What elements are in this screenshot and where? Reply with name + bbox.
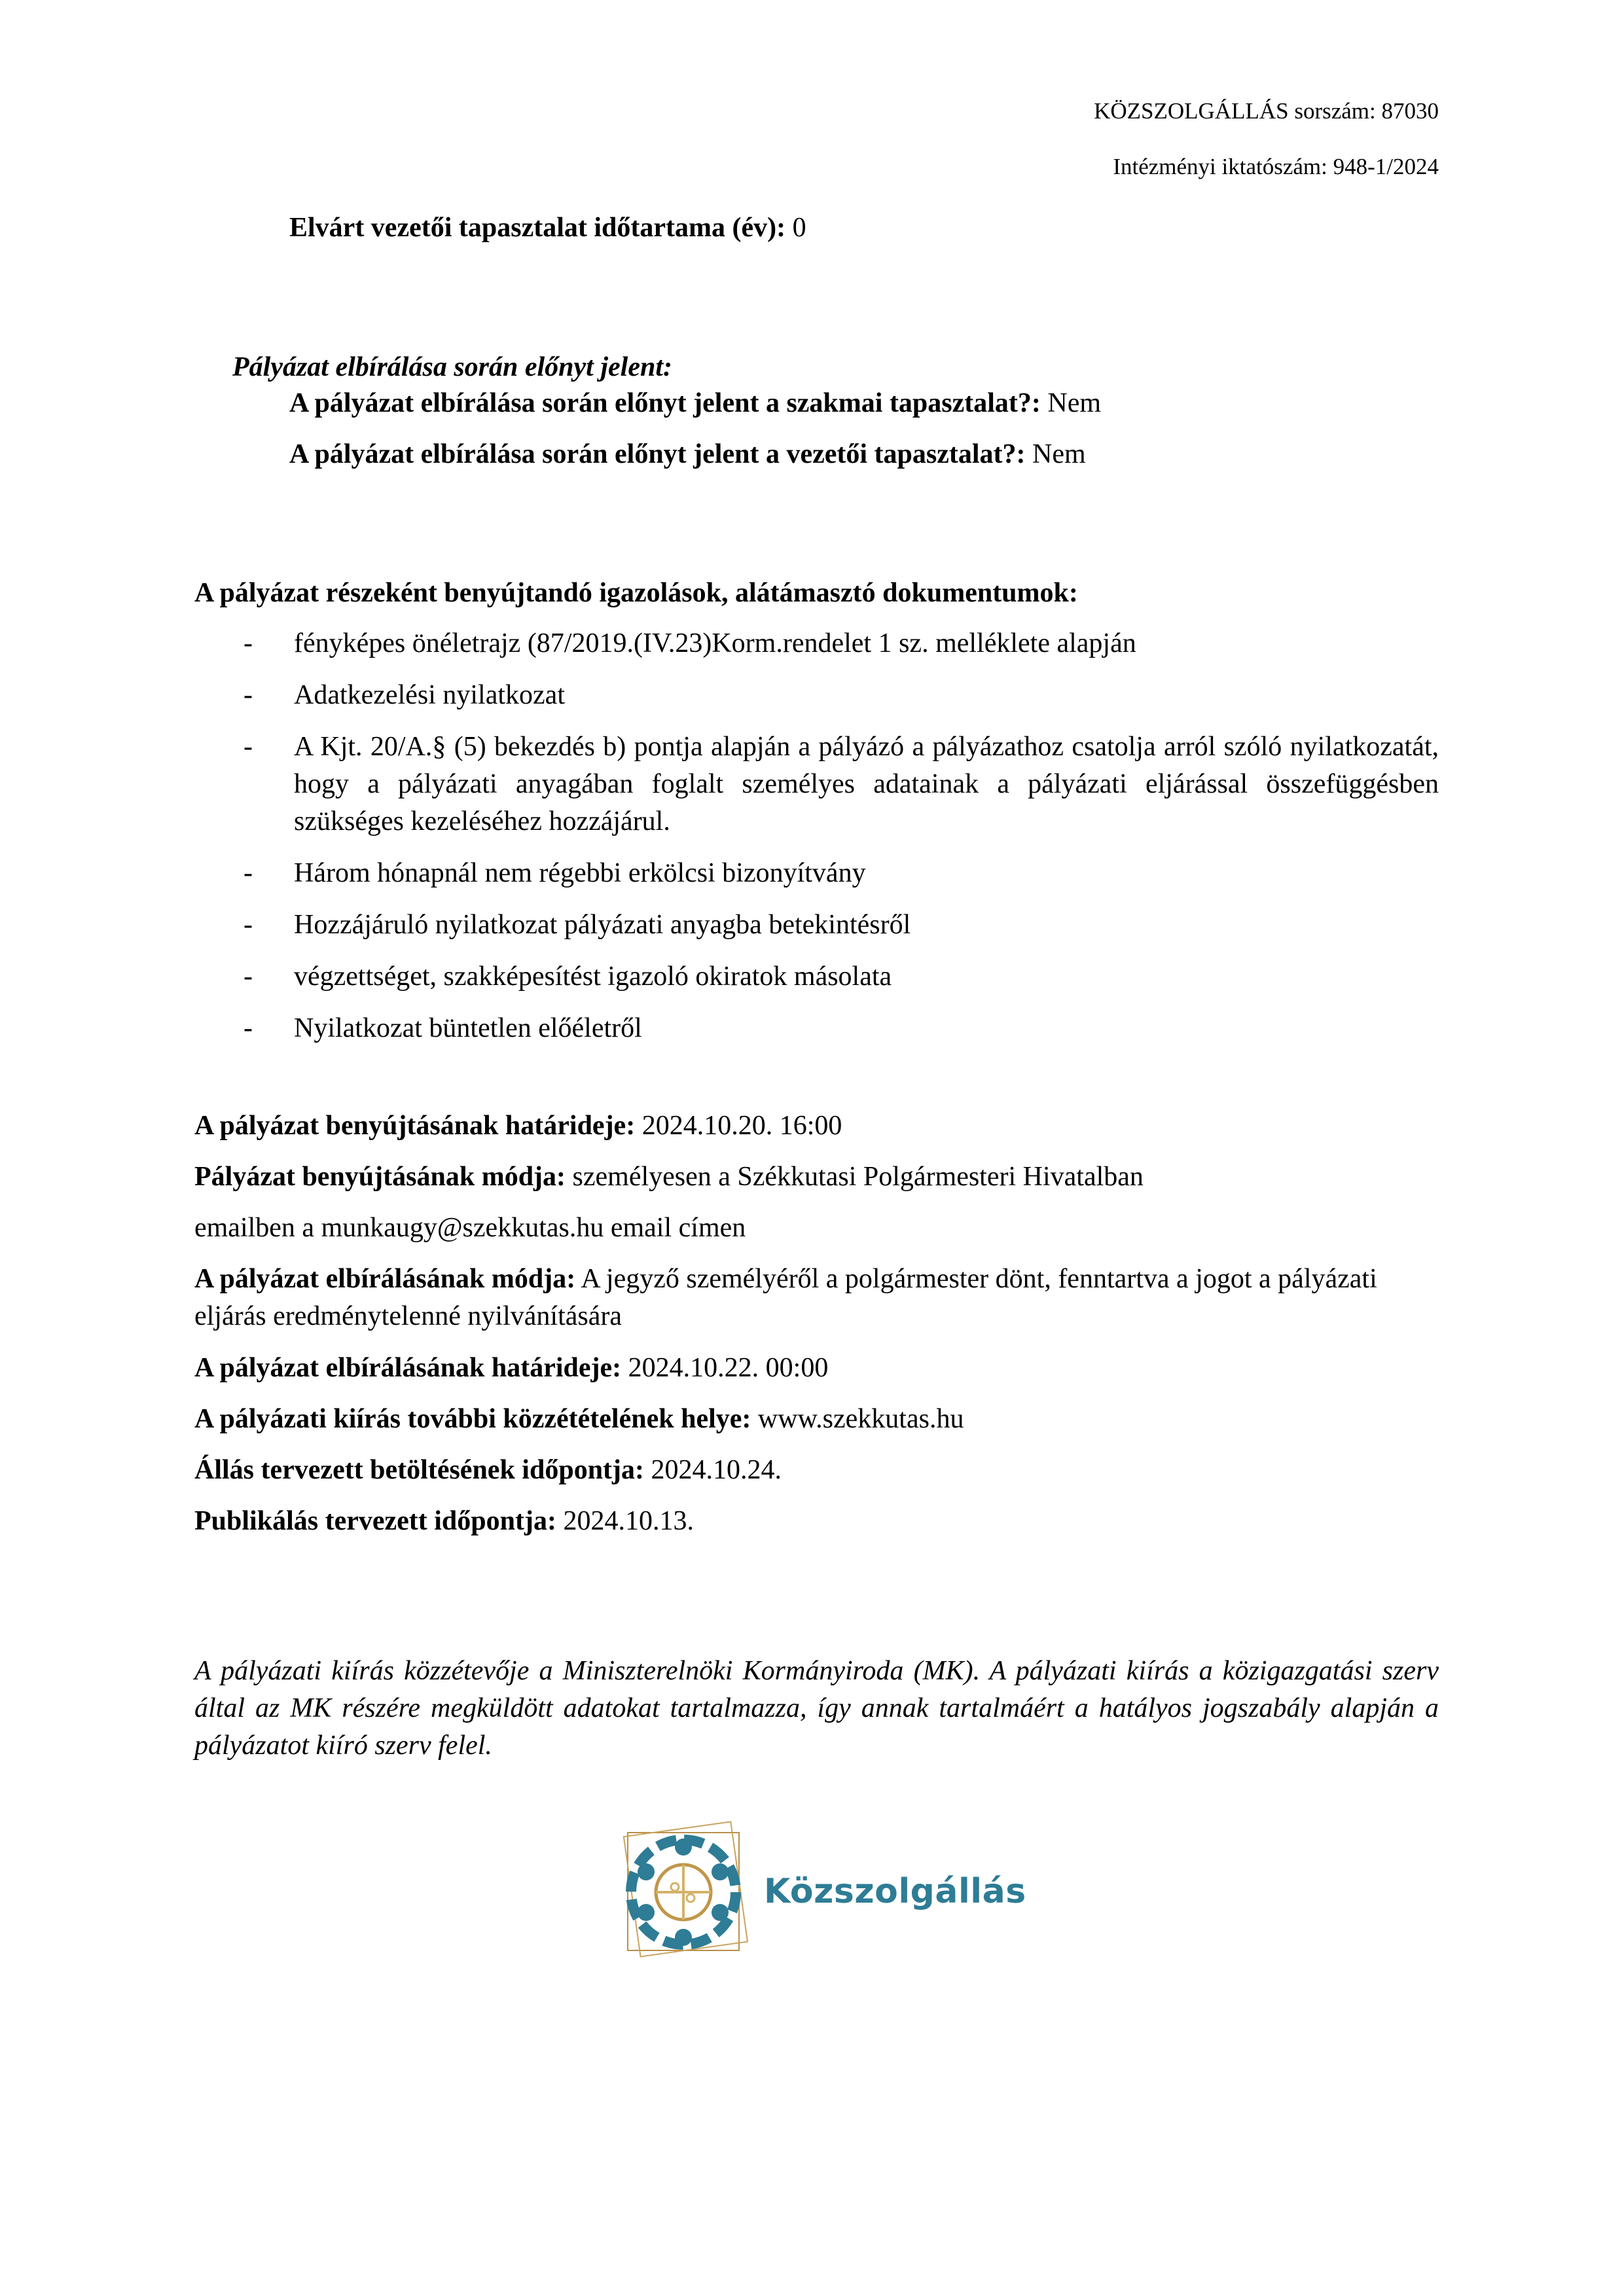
list-item [194, 728, 1439, 840]
evaluation-method-row [194, 1261, 1439, 1335]
list-item [194, 1010, 1439, 1047]
logo-wordmark: Közszolgállás [764, 1872, 1026, 1911]
evaluation-deadline-row [194, 1350, 1439, 1387]
list-item-text: Három hónapnál nem régebbi erkölcsi bizonyítvány [294, 858, 866, 888]
list-item [194, 625, 1439, 662]
bullet-dash-icon: - [244, 858, 253, 888]
documents-list [194, 625, 1439, 1062]
list-item-text: Adatkezelési nyilatkozat [294, 680, 565, 710]
advantage-value: Nem [1040, 388, 1102, 418]
planned-fill-date-label: Állás tervezett betöltésének időpontja: [194, 1455, 645, 1485]
publication-place-label: A pályázati kiírás további közzétételének helye: [194, 1404, 751, 1434]
bullet-dash-icon: - [244, 628, 253, 658]
list-item [194, 855, 1439, 892]
management-experience-label: Elvárt vezetői tapasztalat időtartama (év): [289, 213, 786, 243]
submission-method-label: Pályázat benyújtásának módja: [194, 1162, 566, 1192]
advantage-row-management [289, 437, 1086, 471]
management-experience-value: 0 [785, 213, 806, 243]
advantage-label: A pályázat elbírálása során előnyt jelent a vezetői tapasztalat?: [289, 439, 1026, 469]
publication-place-row [194, 1401, 1439, 1438]
logo-emblem-icon [620, 1820, 757, 1970]
advantage-row-professional [289, 386, 1101, 420]
bullet-dash-icon: - [244, 961, 253, 992]
list-item [194, 677, 1439, 714]
planned-publication-date-row [194, 1503, 1439, 1540]
submission-deadline-label: A pályázat benyújtásának határideje: [194, 1111, 636, 1141]
list-item [194, 906, 1439, 944]
list-item-text: Nyilatkozat büntetlen előéletről [294, 1013, 642, 1043]
publication-place-link[interactable]: www.szekkutas.hu [751, 1404, 964, 1434]
evaluation-deadline-label: A pályázat elbírálásának határideje: [194, 1353, 622, 1383]
evaluation-deadline-value: 2024.10.22. 00:00 [621, 1353, 829, 1383]
bullet-dash-icon: - [244, 732, 253, 762]
serial-number: KÖZSZOLGÁLLÁS sorszám: 87030 [1094, 98, 1439, 124]
planned-fill-date-value: 2024.10.24. [644, 1455, 782, 1485]
evaluation-method-value: A jegyző személyéről a polgármester dönt, fenntartva a jogot a pályázati eljárás eredménytelenné nyilvánítására [194, 1264, 1377, 1331]
management-experience-row [289, 211, 806, 245]
kozszolgallas-logo [620, 1820, 1026, 1970]
advantage-value: Nem [1025, 439, 1086, 469]
submission-deadline-value: 2024.10.20. 16:00 [635, 1111, 842, 1141]
list-item [194, 958, 1439, 996]
advantages-heading: Pályázat elbírálása során előnyt jelent: [232, 352, 672, 382]
list-item-text: fényképes önéletrajz (87/2019.(IV.23)Korm.rendelet 1 sz. melléklete alapján [294, 628, 1136, 658]
documents-heading: A pályázat részeként benyújtandó igazolások, alátámasztó dokumentumok: [194, 578, 1078, 608]
submission-method-row [194, 1158, 1439, 1196]
bullet-dash-icon: - [244, 680, 253, 710]
bullet-dash-icon: - [244, 910, 253, 940]
evaluation-method-label: A pályázat elbírálásának módja: [194, 1264, 576, 1294]
reference-number: Intézményi iktatószám: 948-1/2024 [1113, 154, 1439, 179]
planned-fill-date-row [194, 1452, 1439, 1489]
submission-method-value: személyesen a Székkutasi Polgármesteri Hivatalban [566, 1162, 1144, 1192]
submission-deadline-row [194, 1107, 1439, 1145]
advantage-label: A pályázat elbírálása során előnyt jelent a szakmai tapasztalat?: [289, 388, 1041, 418]
publisher-disclaimer: A pályázati kiírás közzétevője a Miniszterelnöki Kormányiroda (MK). A pályázati kiírás a közigazgatási szerv által az MK részére megküldött adatokat tartalmazza, így annak tartalmáért a hatályos jogszabály alapján a pályázatot kiíró szerv felel. [194, 1656, 1439, 1761]
planned-publication-date-label: Publikálás tervezett időpontja: [194, 1506, 556, 1536]
list-item-text: Hozzájáruló nyilatkozat pályázati anyagba betekintésről [294, 910, 911, 940]
bullet-dash-icon: - [244, 1013, 253, 1043]
list-item-text: A Kjt. 20/A.§ (5) bekezdés b) pontja alapján a pályázó a pályázathoz csatolja arról szóló nyilatkozatát, hogy a pályázati anyagában foglalt személyes adatainak a pályázati eljárással összefüggésben szükséges kezeléséhez hozzájárul. [294, 732, 1439, 836]
list-item-text: végzettséget, szakképesítést igazoló okiratok másolata [294, 961, 892, 992]
submission-email-row: emailben a munkaugy@szekkutas.hu email címen [194, 1213, 746, 1243]
planned-publication-date-value: 2024.10.13. [556, 1506, 694, 1536]
